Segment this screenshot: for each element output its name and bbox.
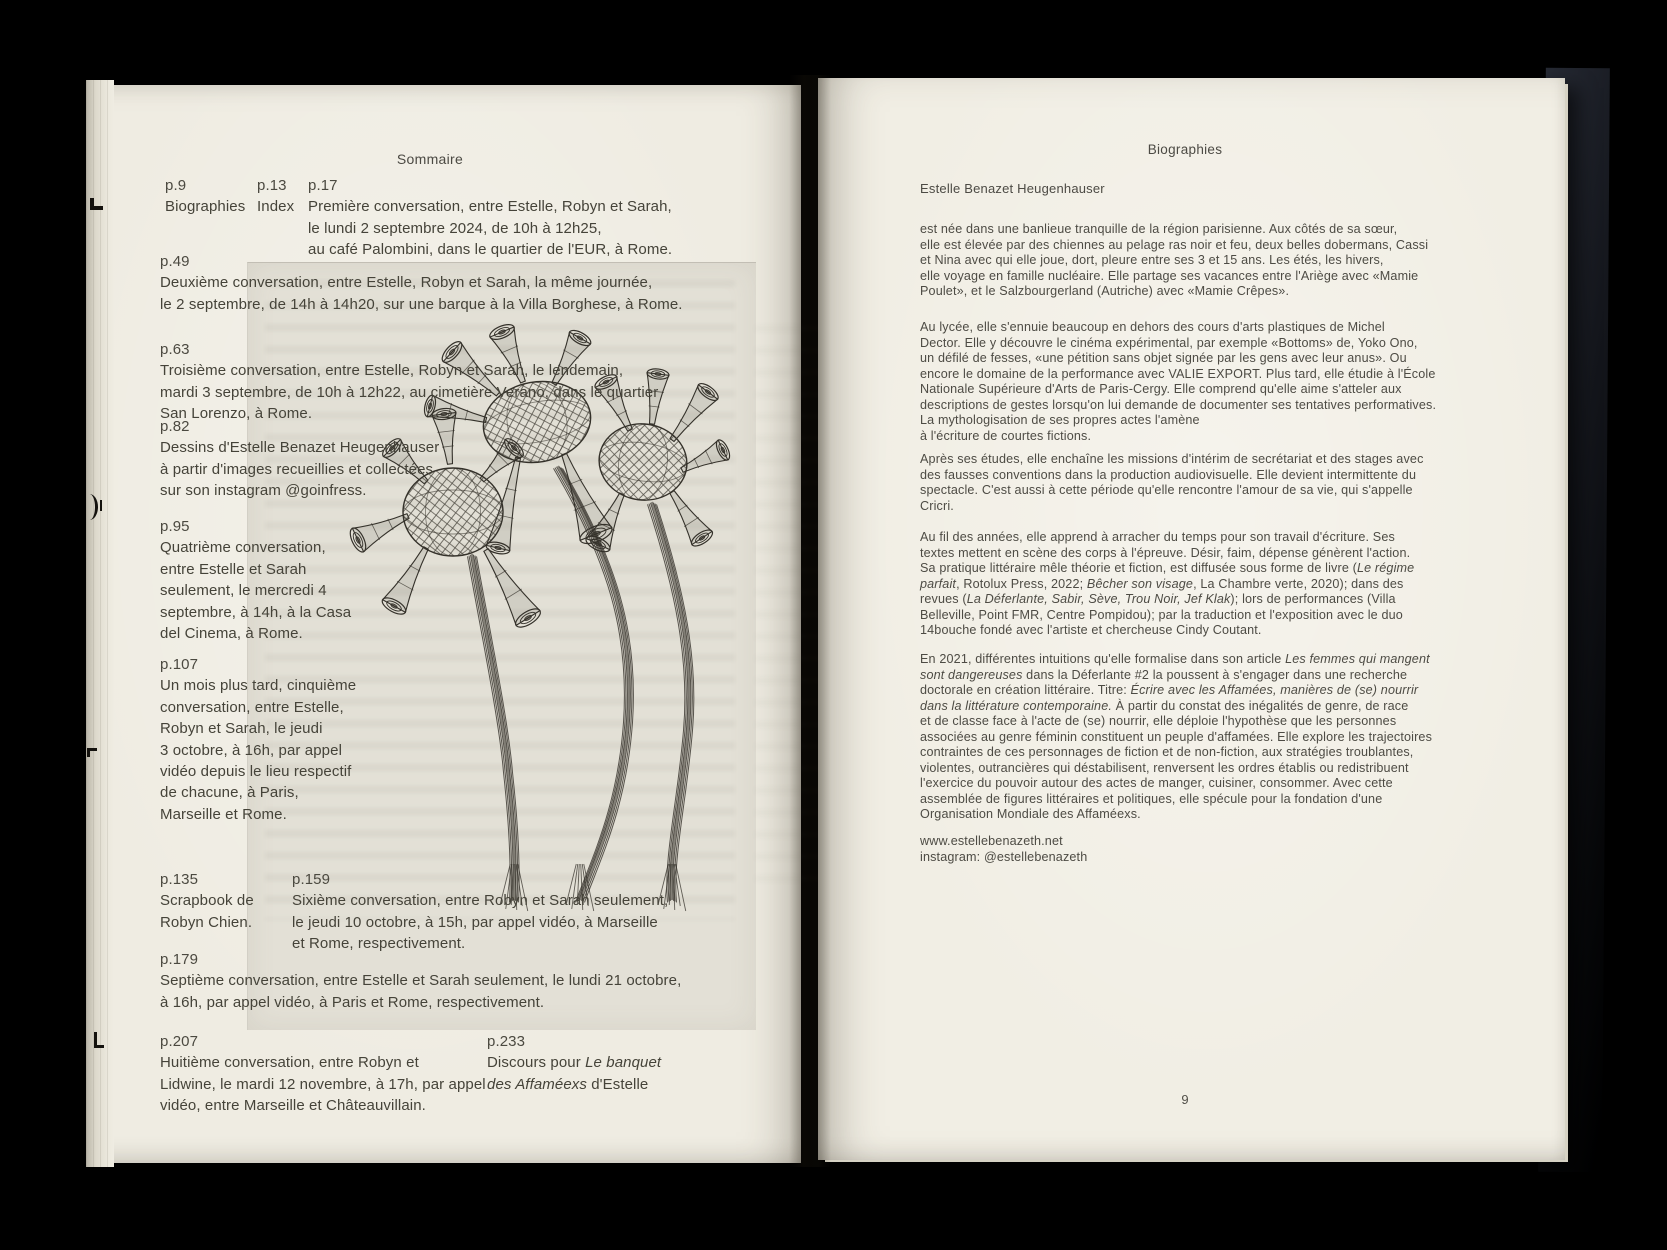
toc-page-number: p.207 [160,1033,199,1050]
toc-entry-index [257,175,294,218]
toc-entry-text: Discours pour Le banquet des Affaméexs d'Estelle [487,1054,662,1093]
toc-entry-text: Un mois plus tard, cinquième conversation, entre Estelle, Robyn et Sarah, le jeudi 3 octobre, à 16h, par appel vidéo depuis le lieu respectif de chacune, à Paris, Marseille et Rome. [160,677,357,823]
biography-paragraph: Après ses études, elle enchaîne les missions d'intérim de secrétariat et des stages avec des fausses conventions dans la production audiovisuelle. Elle devient intermittente du spectacle. C'est aussi à cette période qu'elle rencontre l'amour de sa vie, qui s'appelle Cricri. [920,452,1424,513]
fore-edge-ink-mark [90,198,94,210]
toc-page-number: p.82 [160,418,190,435]
toc-page-number: p.107 [160,656,199,673]
toc-entry-quatrieme-conversation [160,516,351,644]
toc-entry-text: Sixième conversation, entre Robyn et Sarah seulement, le jeudi 10 octobre, à 15h, par appel vidéo, à Marseille et Rome, respectivement. [292,892,669,953]
biography-paragraph: est née dans une banlieue tranquille de la région parisienne. Aux côtés de sa sœur, elle est élevée par des chiennes au pelage ras noir et feu, deux belles dobermans, Cassi et Nina avec qui elle joue, dort, pleure entre ses 3 et 15 ans. Les étés, les hivers, elle voyage en famille nucléaire. Elle partage ses vacances entre l'Ariège avec «Mamie Poulet», et le Salzbourgerland (Autriche) avec «Mamie Crêpes». [920,222,1429,298]
biography-paragraph: En 2021, différentes intuitions qu'elle formalise dans son article Les femmes qui mangent sont dangereuses dans la Déferlante #2 la poussent à s'engager dans une recherche doctorale en création littéraire. Titre: Écrire avec les Affamées, manières de (se) nourrir dans la littérature contemporaine. À partir du constat des inégalités de genre, de race et de classe face à l'acte de (se) nourrir, elle déploie l'hypothèse que les personnes associées au genre féminin constituent un peuple d'affamées. Elle explore les trajectoires contraintes de ces personnages de fiction et de non-fiction, aux stratégies troublantes, violentes, outrancières qui déstabilisent, renversent les ordres établis ou redistribuent l'exercice du pouvoir autour des actes de manger, cuisiner, consommer. Avec cette assemblée de figures littéraires et politiques, elle spécule pour la fondation d'une Organisation Mondiale des Affaméexs. [920,652,1433,821]
toc-entry-text: Dessins d'Estelle Benazet Heugenhauser à partir d'images recueillies et collectées sur son instagram @goinfress. [160,439,440,500]
fore-edge-ink-mark [94,1045,104,1048]
biography-paragraph: Au lycée, elle s'ennuie beaucoup en dehors des cours d'arts plastiques de Michel Dector. Elle y découvre le cinéma expérimental, par exemple «Bottoms» de, Yoko Ono, un défilé de fesses, «une pétition sans objet signée par les gens avec leur anus». Ou encore le domaine de la performance avec VALIE EXPORT. Plus tard, elle étudie à l'École Nationale Supérieure d'Arts de Paris-Cergy. Elle comprend qu'elle aime s'atteler aux descriptions de gestes lorsqu'on lui demande de documenter ses tentatives performatives. La mythologisation de ses propres actes l'amène à l'écriture de courtes fictions. [920,320,1437,443]
toc-entry-discours [487,1031,661,1095]
toc-entry-scrapbook [160,869,254,933]
toc-entry-cinquieme-conversation [160,654,356,825]
toc-entry-sixieme-conversation [292,869,668,955]
toc-entry-septieme-conversation [160,949,681,1013]
website-url: www.estellebenazeth.net [920,834,1063,848]
left-page [95,85,801,1163]
toc-entry-huitieme-conversation [160,1031,486,1117]
instagram-handle: instagram: @estellebenazeth [920,849,1088,864]
toc-entry-text: Index [257,198,295,216]
toc-entry-text: Quatrième conversation, entre Estelle et Sarah seulement, le mercredi 4 septembre, à 14h, à la Casa del Cinema, à Rome. [160,539,352,643]
toc-entry-text: Septième conversation, entre Estelle et Sarah seulement, le lundi 21 octobre, à 16h, par appel vidéo, à Paris et Rome, respectivement. [160,972,682,1011]
left-page-title: Sommaire [396,151,464,167]
toc-entry-text: Deuxième conversation, entre Estelle, Robyn et Sarah, la même journée, le 2 septembre, de 14h à 14h20, sur une barque à la Villa Borghese, à Rome. [160,274,683,313]
toc-entry-premiere-conversation [308,175,672,261]
toc-page-number: p.63 [160,341,190,358]
contact-links [920,834,1087,865]
biography-subject-name: Estelle Benazet Heugenhauser [920,181,1105,196]
toc-page-number: p.95 [160,518,190,535]
biography-paragraph: Au fil des années, elle apprend à arracher du temps pour son travail d'écriture. Ses textes mettent en scène des corps à l'épreuve. Désir, faim, dépense génèrent l'action. Sa pratique littéraire mêle théorie et fiction, est diffusée sous forme de livre (Le régime parfait, Rotolux Press, 2022; Bêcher son visage, La Chambre verte, 2020); dans des revues (La Déferlante, Sabir, Sève, Trou Noir, Jef Klak); lors de performances (Villa Belleville, Point FMR, Centre Pompidou); par la traduction et l'exposition avec le duo 14bouche fondé avec l'artiste et chercheuse Cindy Coutant. [920,530,1415,637]
toc-entry-text: Troisième conversation, entre Estelle, Robyn et Sarah, le lendemain, mardi 3 septembre, de 10h à 12h22, au cimetière Verano, dans le quartier San Lorenzo, à Rome. [160,362,659,423]
toc-page-number: p.9 [165,177,187,194]
toc-entry-text: Première conversation, entre Estelle, Robyn et Sarah, le lundi 2 septembre 2024, de 10h à 12h25, au café Palombini, dans le quartier de l'EUR, à Rome. [308,198,673,259]
toc-page-number: p.179 [160,951,199,968]
toc-page-number: p.159 [292,871,331,888]
page-stack-edge [86,80,114,1167]
toc-page-number: p.13 [257,177,287,194]
toc-page-number: p.233 [487,1033,526,1050]
fore-edge-ink-mark [87,748,90,757]
fore-edge-ink-mark [100,500,102,511]
toc-page-number: p.17 [308,177,338,194]
toc-entry-text: Biographies [165,198,246,216]
toc-page-number: p.135 [160,871,199,888]
right-page-title: Biographies [1147,142,1223,157]
toc-entry-biographies [165,175,245,218]
toc-entry-text: Scrapbook de Robyn Chien. [160,892,254,931]
toc-page-number: p.49 [160,253,190,270]
right-page [818,78,1565,1160]
toc-entry-troisieme-conversation [160,339,658,425]
toc-entry-deuxieme-conversation [160,251,683,315]
page-number: 9 [1181,1092,1189,1107]
toc-entry-text: Huitième conversation, entre Robyn et Lidwine, le mardi 12 novembre, à 17h, par appel vidéo, entre Marseille et Châteauvillain. [160,1054,486,1115]
toc-entry-dessins [160,416,439,502]
